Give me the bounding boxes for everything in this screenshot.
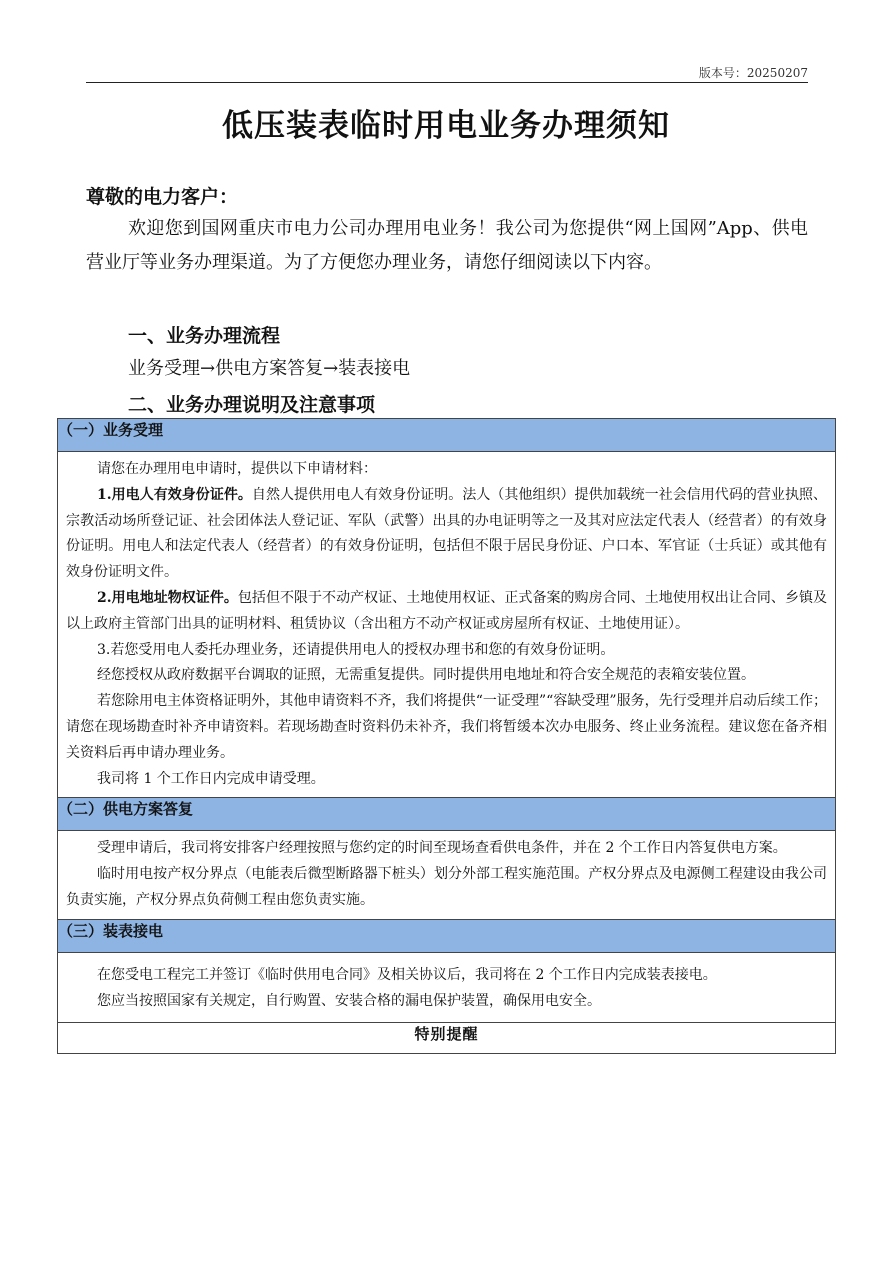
item-2-text: 包括但不限于不动产权证、土地使用权证、正式备案的购房合同、土地使用权出让合同、乡镇及以上政府主管部门出具的证明材料、租赁协议（含出租方不动产权证或房屋所有权证、土地使用证）。 [66, 589, 827, 632]
plan-paragraph-2: 临时用电按产权分界点（电能表后微型断路器下桩头）划分外部工程实施范围。产权分界点及电源侧工程建设由我公司负责实施，产权分界点负荷侧工程由您负责实施。 [66, 866, 827, 908]
table-row-plan [58, 831, 836, 919]
document-title: 低压装表临时用电业务办理须知 [222, 108, 670, 144]
acceptance-item-3: 3.若您受用电人委托办理业务，还请提供用电人的授权办理书和您的有效身份证明。 [97, 641, 615, 658]
item-1-title: 1.用电人有效身份证件。 [97, 486, 252, 503]
heading-plan: （二）供电方案答复 [58, 798, 836, 831]
section-heading-notes: 二、业务办理说明及注意事项 [128, 394, 376, 416]
section-heading-process: 一、业务办理流程 [128, 325, 281, 347]
info-table [57, 418, 836, 1054]
item-2-title: 2.用电地址物权证件。 [97, 589, 238, 606]
intro-paragraph: 欢迎您到国网重庆市电力公司办理用电业务！我公司为您提供“网上国网”App、供电营业厅等业务办理渠道。为了方便您办理业务，请您仔细阅读以下内容。 [86, 218, 808, 273]
header-rule [86, 82, 808, 83]
install-paragraph-1: 在您受电工程完工并签订《临时供用电合同》及相关协议后，我司将在 2 个工作日内完成装表接电。 [97, 966, 717, 983]
version-number: 版本号：20250207 [698, 66, 808, 80]
table-row-acceptance [58, 452, 836, 798]
acceptance-item-2 [66, 586, 827, 638]
install-paragraph-2: 您应当按照国家有关规定，自行购置、安装合格的漏电保护装置，确保用电安全。 [97, 992, 601, 1009]
table-row-heading-plan [58, 798, 836, 831]
acceptance-note-authorization: 经您授权从政府数据平台调取的证照，无需重复提供。同时提供用电地址和符合安全规范的表箱安装位置。 [97, 667, 755, 684]
table-row-heading-acceptance [58, 419, 836, 452]
item-1-text: 自然人提供用电人有效身份证明。法人（其他组织）提供加载统一社会信用代码的营业执照、宗教活动场所登记证、社会团体法人登记证、军队（武警）出具的办电证明等之一及其对应法定代表人（经营者）的有效身份证明。用电人和法定代表人（经营者）的有效身份证明，包括但不限于居民身份证、户口本、军官证（士兵证）或其他有效身份证明文件。 [66, 486, 827, 581]
acceptance-timeline: 我司将 1 个工作日内完成申请受理。 [97, 770, 325, 787]
install-body [58, 952, 836, 1023]
acceptance-body [58, 452, 836, 798]
special-reminder: 特别提醒 [58, 1023, 836, 1054]
acceptance-item-1 [66, 483, 827, 586]
table-row-install [58, 952, 836, 1023]
plan-paragraph-1: 受理申请后，我司将安排客户经理按照与您约定的时间至现场查看供电条件，并在 2 个工作日内答复供电方案。 [97, 840, 787, 857]
greeting: 尊敬的电力客户： [86, 186, 239, 208]
heading-acceptance: （一）业务受理 [58, 419, 836, 452]
plan-body [58, 831, 836, 919]
process-flow: 业务受理→供电方案答复→装表接电 [128, 358, 411, 379]
table-row-reminder [58, 1023, 836, 1054]
heading-install: （三）装表接电 [58, 919, 836, 952]
table-row-heading-install [58, 919, 836, 952]
acceptance-note-incomplete: 若您除用电主体资格证明外，其他申请资料不齐，我们将提供“一证受理”“容缺受理”服务，先行受理并启动后续工作；请您在现场勘查时补齐申请资料。若现场勘查时资料仍未补齐，我们将暂缓本次办电服务、终止业务流程。建议您在备齐相关资料后再申请办理业务。 [66, 693, 827, 761]
acceptance-intro: 请您在办理用电申请时，提供以下申请材料： [97, 461, 377, 477]
